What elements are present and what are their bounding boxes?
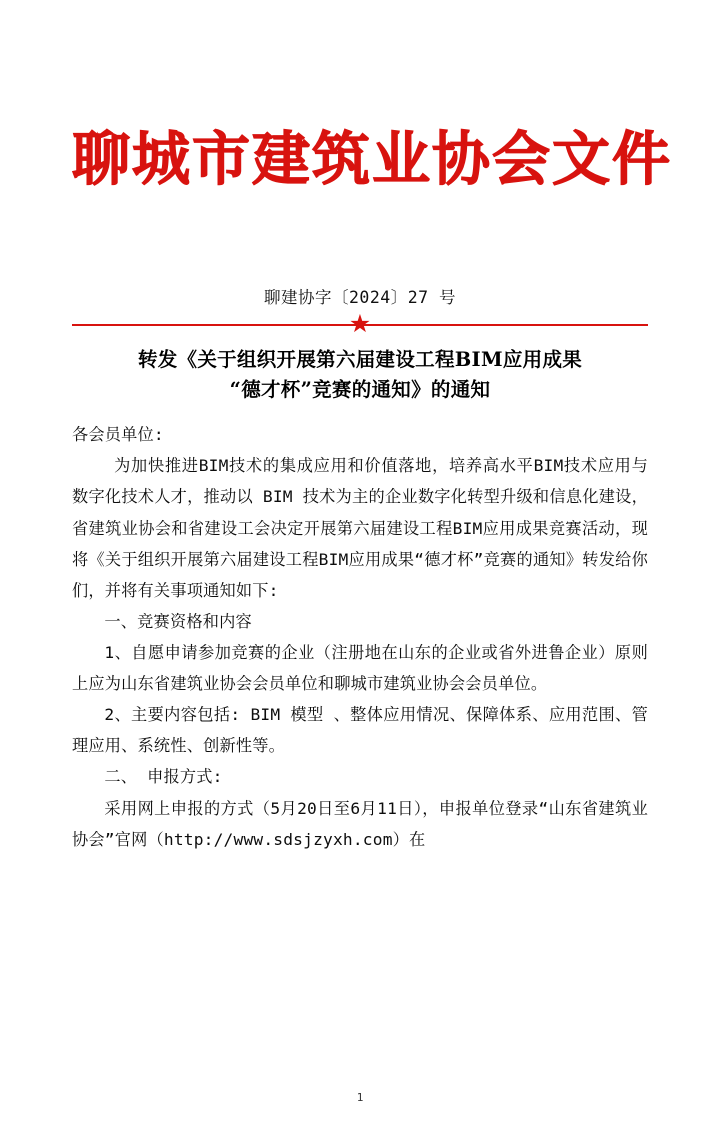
salutation: 各会员单位: [72, 425, 164, 445]
page-title-line-1: 转发《关于组织开展第六届建设工程BIM应用成果 [137, 347, 583, 371]
body-paragraph: 1、自愿申请参加竞赛的企业（注册地在山东的企业或省外进鲁企业）原则上应为山东省建筑业协会会员单位和聊城市建筑业协会会员单位。 [72, 643, 648, 694]
body-paragraph: 一、竞赛资格和内容 [104, 611, 252, 631]
masthead-title: 聊城市建筑业协会文件 [72, 125, 673, 193]
page-title [72, 345, 648, 405]
red-star-icon: ★ [348, 310, 372, 338]
red-separator [72, 310, 648, 338]
body-paragraph: 二、 申报方式: [104, 767, 223, 787]
body-paragraph: 采用网上申报的方式（5月20日至6月11日），申报单位登录“山东省建筑业协会”官网（http://www.sdsjzyxh.com）在 [72, 798, 648, 849]
document-page [0, 125, 720, 1146]
body-paragraph: 为加快推进BIM技术的集成应用和价值落地，培养高水平BIM技术应用与数字化技术人才，推动以 BIM 技术为主的企业数字化转型升级和信息化建设，省建筑业协会和省建设工会决定开展第六届建设工程BIM应用成果竞赛活动，现将《关于组织开展第六届建设工程BIM应用成果“德才杯”竞赛的通知》转发给你们，并将有关事项通知如下: [72, 456, 648, 600]
page-number: 1 [356, 1091, 364, 1104]
body-paragraph: 2、主要内容包括: BIM 模型 、整体应用情况、保障体系、应用范围、管理应用、系统性、创新性等。 [72, 705, 648, 756]
document-body [72, 419, 648, 855]
document-number: 聊建协字〔2024〕27 号 [263, 287, 457, 307]
masthead [72, 125, 673, 193]
page-title-line-2: “德才杯”竞赛的通知》的通知 [229, 378, 491, 402]
